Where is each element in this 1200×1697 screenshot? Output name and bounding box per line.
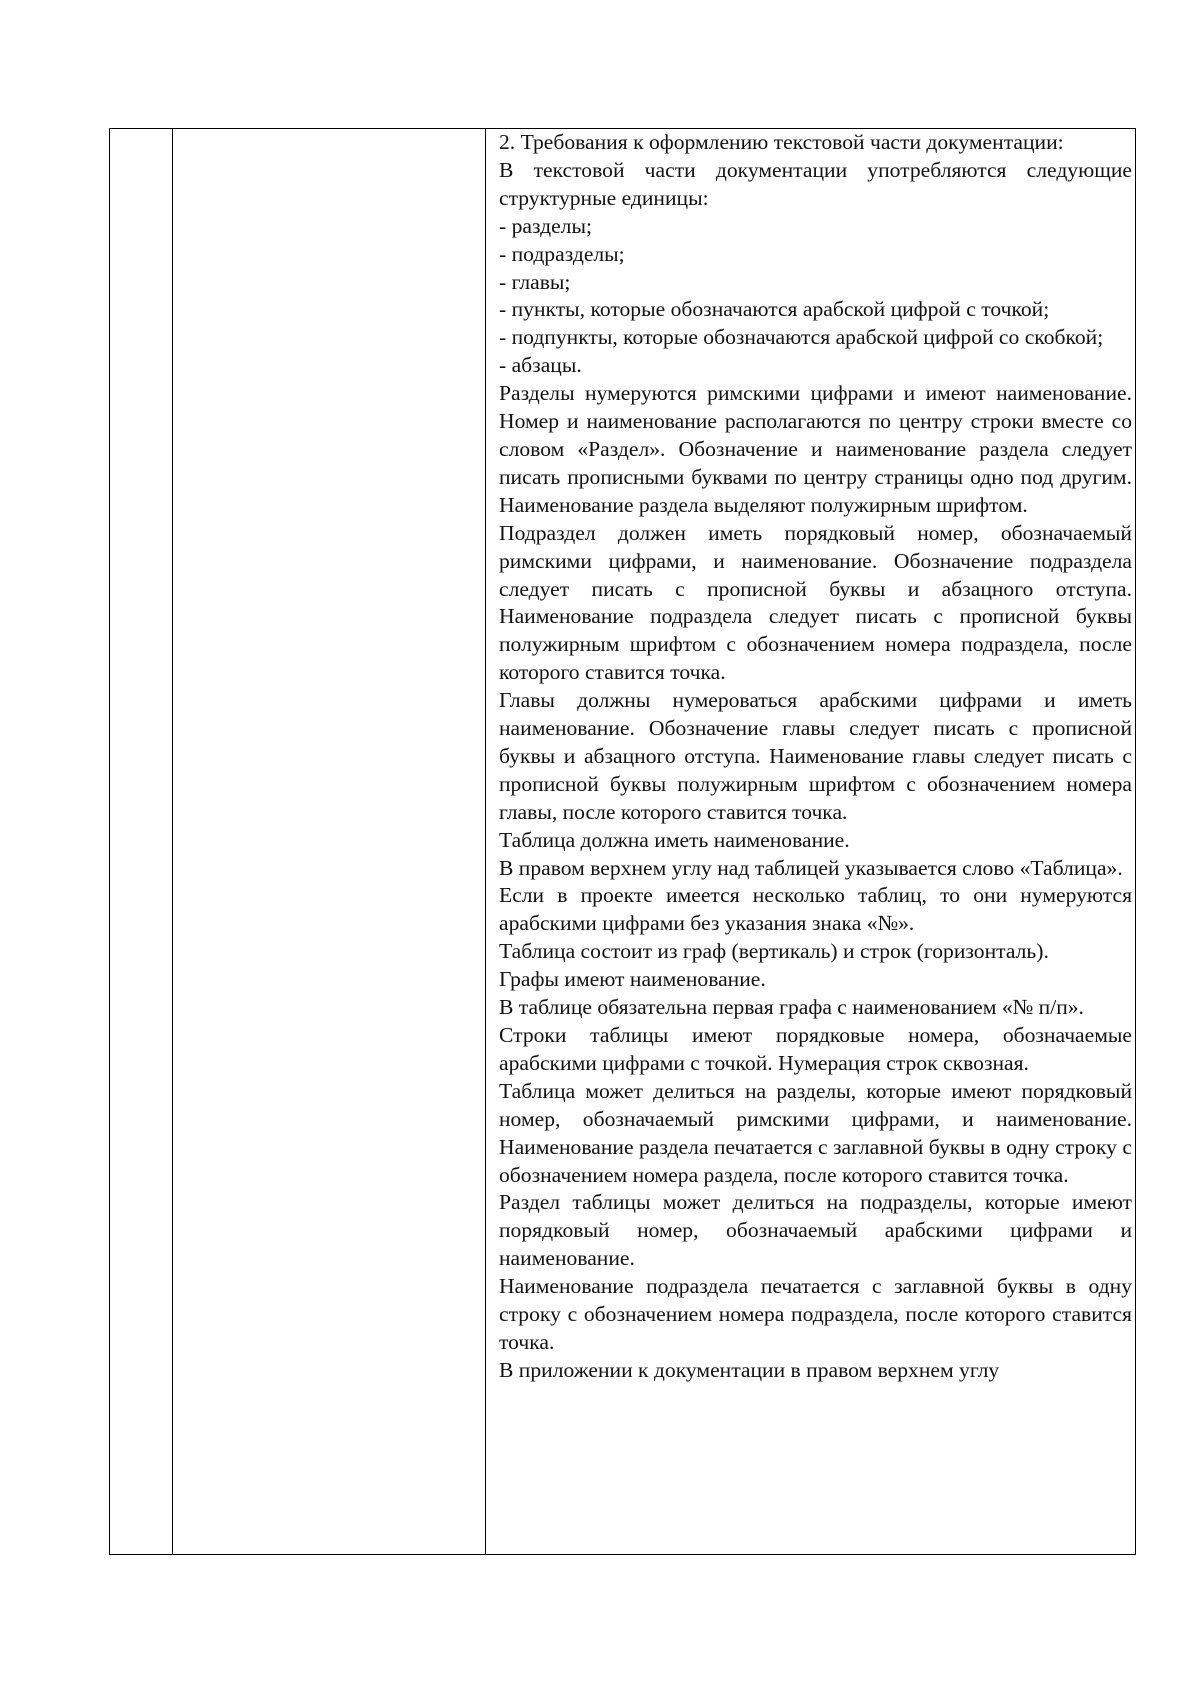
requirements-text-cell — [499, 129, 1132, 1385]
paragraph: В текстовой части документации употребляются следующие структурные единицы: — [499, 157, 1132, 210]
paragraph: Таблица состоит из граф (вертикаль) и строк (горизонталь). — [499, 939, 1049, 964]
paragraph: Разделы нумеруются римскими цифрами и имеют наименование. Номер и наименование располагаются по центру строки вместе со словом «Раздел». Обозначение и наименование раздела следует писать прописными буквами по центру страницы одно под другим. Наименование раздела выделяют полужирным шрифтом. — [499, 381, 1132, 517]
column-divider-2 — [485, 129, 486, 1554]
paragraph: Наименование подраздела печатается с заглавной буквы в одну строку с обозначением номера подраздела, после которого ставится точка. — [499, 1274, 1132, 1354]
paragraph: Если в проекте имеется несколько таблиц, то они нумеруются арабскими цифрами без указания знака «№». — [499, 883, 1132, 936]
paragraph: Строки таблицы имеют порядковые номера, обозначаемые арабскими цифрами с точкой. Нумерация строк сквозная. — [499, 1023, 1132, 1075]
paragraph: Таблица должна иметь наименование. — [499, 827, 850, 852]
paragraph: Подраздел должен иметь порядковый номер, обозначаемый римскими цифрами, и наименование. Обозначение подраздела следует писать с прописной буквы и абзацного отступа. Наименование подраздела следует писать с прописной буквы полужирным шрифтом с обозначением номера подраздела, после которого ставится точка. — [499, 520, 1132, 685]
list-item: - подразделы; — [499, 241, 625, 266]
list-item: - разделы; — [499, 213, 592, 238]
list-item: - пункты, которые обозначаются арабской цифрой с точкой; — [499, 297, 1050, 322]
paragraph: В правом верхнем углу над таблицей указывается слово «Таблица». — [499, 855, 1123, 880]
paragraph: В таблице обязательна первая графа с наименованием «№ п/п». — [499, 995, 1084, 1020]
paragraph: Таблица может делиться на разделы, которые имеют порядковый номер, обозначаемый римскими цифрами, и наименование. Наименование раздела печатается с заглавной буквы в одну строку с обозначением номера раздела, после которого ставится точка. — [499, 1078, 1132, 1187]
list-item: - главы; — [499, 269, 571, 294]
paragraph: Графы имеют наименование. — [499, 967, 766, 992]
paragraph: Раздел таблицы может делиться на подразделы, которые имеют порядковый номер, обозначаемый арабскими цифрами и наименование. — [499, 1190, 1132, 1271]
paragraph: 2. Требования к оформлению текстовой части документации: — [499, 130, 1064, 154]
document-table — [109, 128, 1136, 1555]
list-item: - абзацы. — [499, 353, 582, 378]
paragraph: Главы должны нумероваться арабскими цифрами и иметь наименование. Обозначение главы следует писать с прописной буквы и абзацного отступа. Наименование главы следует писать с прописной буквы полужирным шрифтом с обозначением номера главы, после которого ставится точка. — [499, 688, 1132, 824]
column-divider-1 — [172, 129, 173, 1554]
list-item: - подпункты, которые обозначаются арабской цифрой со скобкой; — [499, 325, 1104, 350]
paragraph: В приложении к документации в правом верхнем углу — [499, 1357, 1000, 1382]
